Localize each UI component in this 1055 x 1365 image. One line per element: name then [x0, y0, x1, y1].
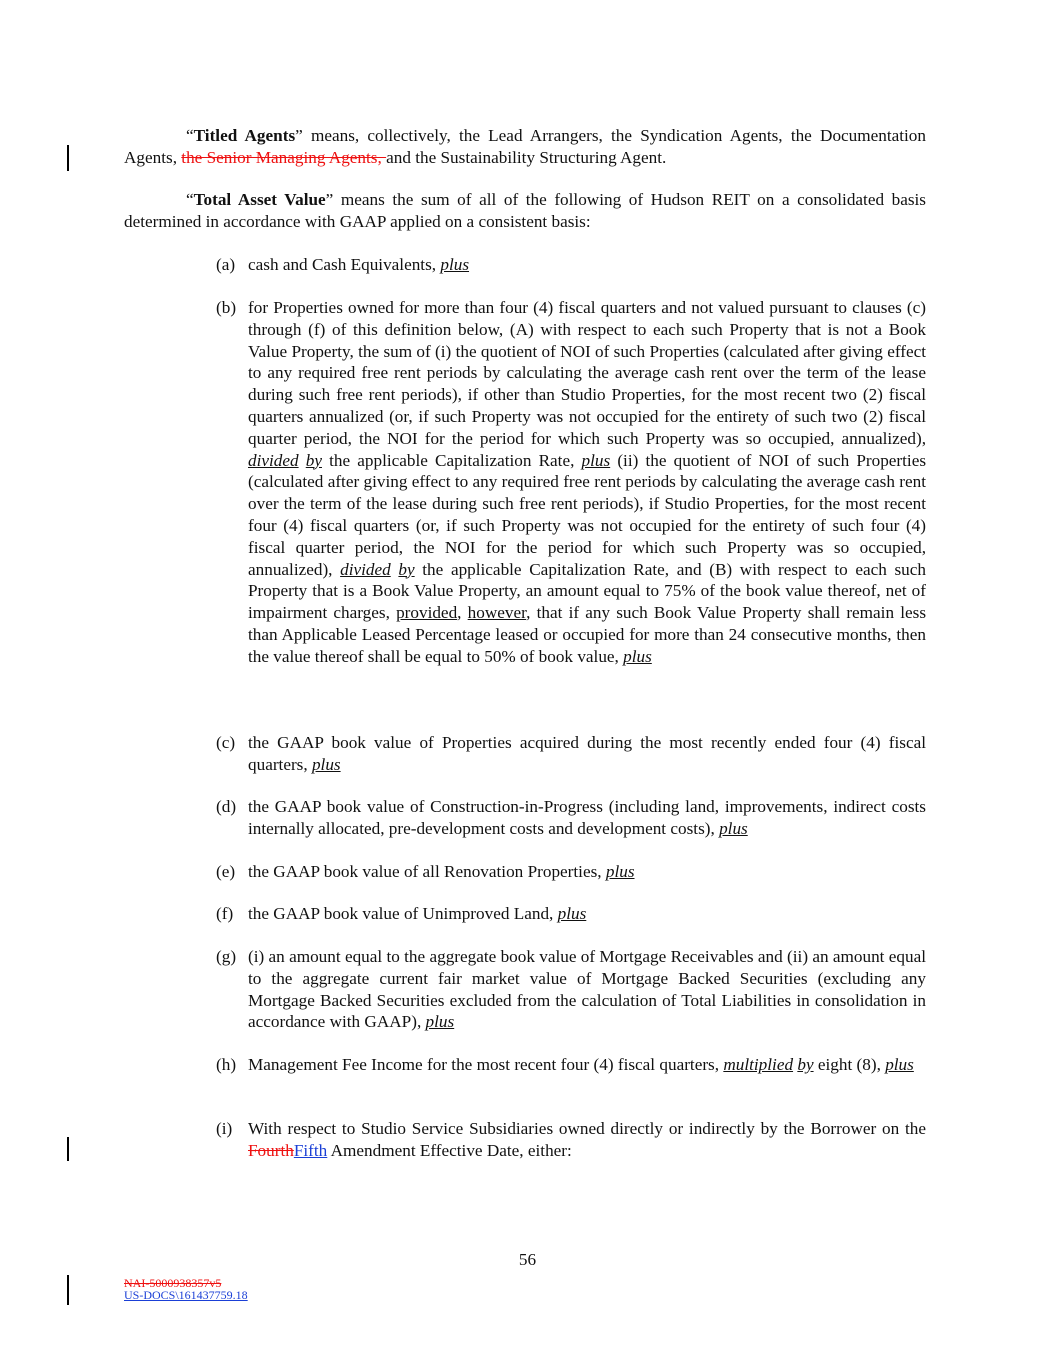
multiplied-term: multiplied — [723, 1055, 794, 1074]
change-bar — [67, 145, 69, 171]
clause-label: (i) — [216, 1119, 233, 1138]
clause-text: the GAAP book value of Construction-in-Progress (including land, improvements, indirect costs internally allocated, pre-development costs and development costs), — [248, 797, 926, 838]
change-bar — [67, 1275, 69, 1305]
definition-text: ” means, collectively, the Lead Arrangers, the Syndication Agents, the Documentation Agents, — [124, 126, 926, 167]
plus-term: plus — [581, 450, 611, 470]
clause-label: (f) — [216, 904, 234, 923]
clause-text: eight (8), — [813, 1055, 886, 1074]
footer-inserted-doc-id: US-DOCS\161437759.18 — [124, 1288, 248, 1302]
clause-label: (d) — [216, 797, 237, 816]
plus-term: plus — [311, 754, 341, 774]
footer-deleted-doc-id: NAI-5000938357v5 — [124, 1276, 222, 1290]
defined-term: Titled Agents — [193, 126, 296, 145]
definition-text: and the Sustainability Structuring Agent. — [386, 147, 667, 167]
definition-titled-agents — [124, 125, 926, 169]
plus-term: plus — [440, 255, 470, 274]
definition-text: ” means the sum of all of the following of Hudson REIT on a consolidated basis determined in accordance with GAAP applied on a consistent basis: — [124, 190, 927, 231]
clause-i — [216, 1118, 926, 1162]
clause-text: With respect to Studio Service Subsidiaries owned directly or indirectly by the Borrower on the — [248, 1119, 926, 1138]
clause-text: the GAAP book value of Properties acquired during the most recently ended four (4) fiscal quarters, — [248, 733, 926, 774]
plus-term: plus — [425, 1012, 455, 1032]
open-quote: “ — [186, 190, 194, 209]
deleted-text: Fourth — [248, 1140, 294, 1160]
clause-text: the applicable Capitalization Rate, and (B) with respect to each such Property that is a Book Value Property, an amount equal to 75% of the book value thereof, net of impairment charges, — [248, 559, 926, 623]
clause-h — [216, 1054, 926, 1076]
clause-label: (c) — [216, 733, 236, 752]
clause-text: (i) an amount equal to the aggregate book value of Mortgage Receivables and (ii) an amount equal to the aggregate current fair market value of Mortgage Backed Securities (excluding any Mortgage Backed Securities excluded from the calculation of Total Liabilities in consolidation in accordance with GAAP), — [248, 947, 926, 1032]
clause-text: for Properties owned for more than four (4) fiscal quarters and not valued pursuant to clauses (c) through (f) of this definition below, (A) with respect to each such Property that is not a Book Value Property, the sum of (i) the quotient of NOI of such Properties (calculated after giving effect to any required free rent periods by calculating the average cash rent over the term of the lease during such free rent periods), if other than Studio Properties, for the most recent two (2) fiscal quarters annualized (or, if such Property was not occupied for the entirety of such two (2) fiscal quarter period, the NOI for the period for which such Property was so occupied, annualized), — [248, 298, 926, 448]
clause-text: cash and Cash Equivalents, — [248, 255, 441, 274]
clause-label: (g) — [216, 947, 237, 966]
deleted-text: the Senior Managing Agents, — [181, 147, 387, 167]
clause-a — [216, 254, 926, 276]
clause-text: the GAAP book value of Unimproved Land, — [248, 904, 558, 923]
document-footer — [124, 1277, 248, 1301]
divided-term: divided — [248, 450, 299, 470]
clause-c — [216, 732, 926, 776]
plus-term: plus — [885, 1055, 914, 1074]
clause-label: (a) — [216, 255, 236, 274]
plus-term: plus — [719, 818, 748, 838]
clause-label: (h) — [216, 1055, 237, 1074]
clause-text: the applicable Capitalization Rate, — [321, 450, 582, 470]
clause-g — [216, 946, 926, 1033]
change-bar — [67, 1137, 69, 1161]
clause-text: Management Fee Income for the most recent four (4) fiscal quarters, — [248, 1055, 724, 1074]
clause-label: (e) — [216, 862, 236, 881]
plus-term: plus — [557, 904, 587, 923]
by-term: by — [797, 1055, 814, 1074]
clause-e — [216, 861, 926, 883]
plus-term: plus — [623, 646, 652, 666]
divided-term: divided — [340, 559, 391, 579]
clause-d — [216, 796, 926, 840]
clause-text: , that if any such Book Value Property shall remain less than Applicable Leased Percentage leased or occupied for more than 24 consecutive months, then the value thereof shall be equal to 50% of book value, — [248, 603, 927, 666]
plus-term: plus — [605, 862, 635, 881]
clause-b — [216, 297, 926, 668]
clause-text: , — [457, 603, 468, 623]
by-term: by — [398, 559, 415, 579]
definition-total-asset-value — [124, 189, 926, 233]
by-term: by — [305, 450, 322, 470]
clause-f — [216, 903, 926, 925]
page-number: 56 — [518, 1250, 537, 1269]
clause-text: (ii) the quotient of NOI of such Properties (calculated after giving effect to any required free rent periods by calculating the average cash rent over the term of the lease during such free rent periods), if Studio Properties, for the most recent four (4) fiscal quarters (or, if such Property was not occupied for the entirety of such four (4) fiscal quarter period, the NOI for the period for which such Property was so occupied, annualized), — [248, 450, 927, 579]
open-quote: “ — [186, 126, 194, 145]
inserted-text: Fifth — [293, 1140, 328, 1160]
clause-label: (b) — [216, 298, 237, 317]
however-term: however — [467, 603, 527, 623]
clause-text: Amendment Effective Date, either: — [327, 1140, 572, 1160]
provided-term: provided — [396, 603, 458, 623]
defined-term: Total Asset Value — [193, 190, 326, 209]
clause-text: the GAAP book value of all Renovation Properties, — [248, 862, 606, 881]
